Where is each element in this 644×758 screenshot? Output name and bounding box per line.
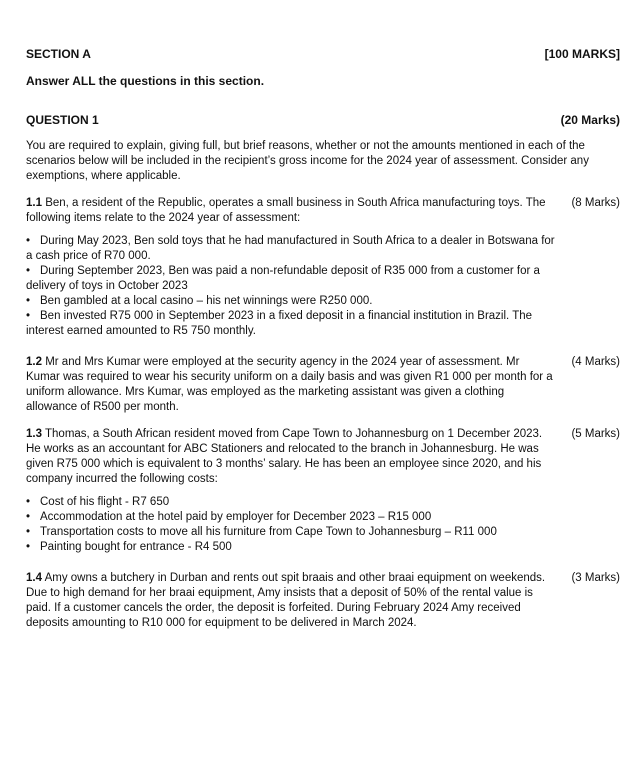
question-number: 1.2: [26, 356, 42, 368]
question-1-3: [26, 427, 620, 555]
question-body: Amy owns a butchery in Durban and rents out spit braais and other braai equipment on weekends. Due to high demand for her braai equipment, Amy insists that a deposit of 50% of the rental value is paid. If a customer cancels the order, the deposit is forfeited. During February 2024 Amy received deposits amounting to R10 000 for equipment to be delivered in March 2024.: [26, 572, 546, 629]
section-marks: [100 MARKS]: [544, 47, 620, 61]
list-item: • Painting bought for entrance - R4 500: [26, 541, 232, 553]
question-number: 1.1: [26, 197, 42, 209]
section-instruction: Answer ALL the questions in this section.: [26, 74, 265, 88]
question-1-1: [26, 196, 620, 339]
list-item: • Ben invested R75 000 in September 2023 in a fixed deposit in a financial institution in Brazil. The interest earned amounted to R5 750 monthly.: [26, 310, 533, 337]
question-marks: (20 Marks): [560, 113, 620, 127]
question-1-2: [26, 355, 620, 415]
bullet-icon: •: [26, 526, 31, 538]
bullet-icon: •: [26, 541, 31, 553]
list-item: • During May 2023, Ben sold toys that he had manufactured in South Africa to a dealer in Botswana for a cash price of R70 000.: [26, 235, 555, 262]
bullet-icon: •: [26, 511, 31, 523]
section-header: [26, 47, 620, 62]
question-title: QUESTION 1: [26, 113, 99, 127]
question-1-4-text: [26, 571, 556, 631]
question-1-3-list: [26, 495, 620, 555]
list-item: • Transportation costs to move all his furniture from Cape Town to Johannesburg – R11 000: [26, 526, 497, 538]
bullet-icon: •: [26, 310, 31, 322]
bullet-icon: •: [26, 496, 31, 508]
question-header: [26, 113, 620, 128]
question-body: Mr and Mrs Kumar were employed at the security agency in the 2024 year of assessment. Mr Kumar was required to wear his security uniform on a daily basis and was given R1 000 per month for a uniform allowance. Mrs Kumar, was employed as the marketing assistant was given a clothing allowance of R500 per month.: [26, 356, 553, 413]
section-title: SECTION A: [26, 47, 91, 61]
list-item: • Accommodation at the hotel paid by employer for December 2023 – R15 000: [26, 511, 432, 523]
bullet-icon: •: [26, 265, 31, 277]
question-1-2-text: [26, 355, 556, 415]
question-1-3-text: [26, 427, 556, 487]
question-1-4-marks: (3 Marks): [571, 572, 620, 584]
question-1-1-text: [26, 196, 556, 226]
question-number: 1.3: [26, 428, 42, 440]
question-intro: You are required to explain, giving full, but brief reasons, whether or not the amounts mentioned in each of the scenarios below will be included in the recipient’s gross income for the 2024 year of assessment. Consider any exemptions, where applicable.: [26, 140, 589, 182]
question-1-4: [26, 571, 620, 631]
bullet-icon: •: [26, 235, 31, 247]
list-item: • Cost of his flight - R7 650: [26, 496, 170, 508]
question-1-2-marks: (4 Marks): [571, 356, 620, 368]
question-1-3-marks: (5 Marks): [571, 428, 620, 440]
list-item: • Ben gambled at a local casino – his net winnings were R250 000.: [26, 295, 373, 307]
bullet-icon: •: [26, 295, 31, 307]
question-1-1-list: [26, 234, 561, 339]
question-body: Thomas, a South African resident moved from Cape Town to Johannesburg on 1 December 2023. He works as an accountant for ABC Stationers and relocated to the branch in Johannesburg. He was given R75 000 which is equivalent to 3 months’ salary. He has been an employee since 2020, and his company incurred the following costs:: [26, 428, 543, 485]
question-number: 1.4: [26, 572, 42, 584]
question-1-1-marks: (8 Marks): [571, 197, 620, 209]
list-item: • During September 2023, Ben was paid a non-refundable deposit of R35 000 from a customer for a delivery of toys in October 2023: [26, 265, 540, 292]
question-body: Ben, a resident of the Republic, operates a small business in South Africa manufacturing toys. The following items relate to the 2024 year of assessment:: [26, 197, 546, 224]
